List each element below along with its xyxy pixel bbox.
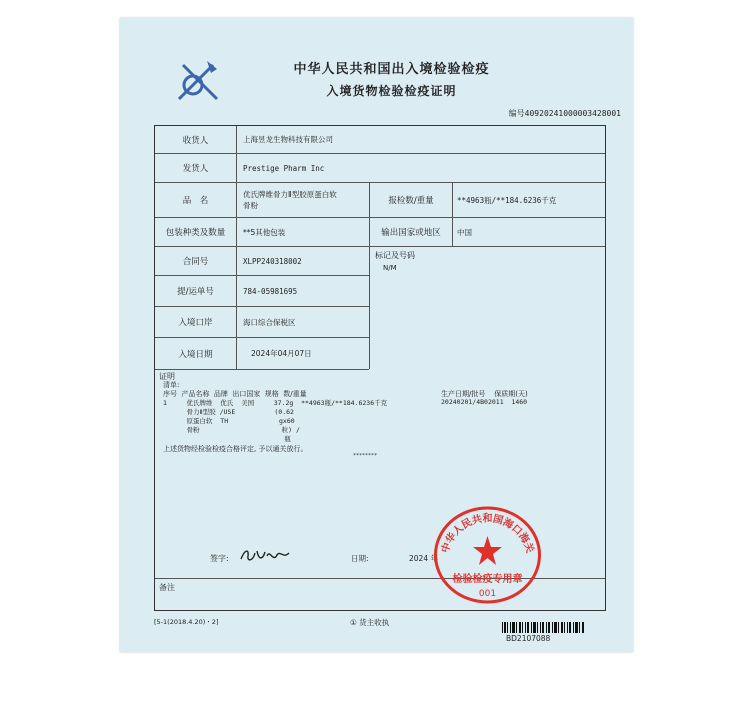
packing-label: 包装种类及数量 — [155, 218, 237, 246]
list-columns: 序号 产品名称 品牌 出口国家 规格 数/重量 — [163, 390, 307, 398]
product-label: 品 名 — [155, 183, 237, 217]
packing-value: **5其他包装 — [243, 227, 286, 237]
marks-value: N/M — [383, 264, 397, 272]
list-row-2: 骨力Ⅱ型胶 /USE (0.62 — [163, 408, 294, 416]
date-value: 2024年04月07日 — [251, 349, 312, 358]
contract-row — [155, 247, 369, 276]
date-row — [155, 338, 369, 370]
official-seal — [431, 504, 544, 606]
seal-center-text: 检验检疫专用章 — [452, 574, 523, 585]
certificate-form — [154, 125, 606, 611]
certificate-paper — [120, 18, 633, 652]
packing-row — [155, 218, 605, 247]
port-value: 海口综合保税区 — [243, 317, 296, 327]
stars-line: ******** — [353, 453, 378, 459]
date-label: 入境日期 — [155, 338, 237, 369]
product-row — [155, 183, 605, 218]
bl-value: 784-05981695 — [243, 286, 298, 296]
handwritten-signature — [239, 547, 291, 565]
document-title: 中华人民共和国出入境检验检疫 — [293, 62, 490, 77]
bl-row — [155, 276, 369, 307]
barcode-icon — [502, 622, 584, 633]
seal-ring-text: 中华人民共和国海口海关 — [440, 513, 535, 555]
product-name-line1: 优氏牌维骨力Ⅱ型胶原蛋白软 — [243, 190, 337, 199]
quantity-label: 报检数/重量 — [370, 183, 453, 217]
copy-label: ① 货主收执 — [350, 618, 390, 627]
port-row — [155, 307, 369, 338]
document-subtitle: 入境货物检验检疫证明 — [326, 84, 457, 98]
bl-label: 提/运单号 — [155, 276, 237, 306]
list-row-4: 骨粉 粒) / — [163, 426, 300, 434]
list-row-3: 原蛋白软 TH gx60 — [163, 417, 295, 425]
clearance-statement: 上述货物经检验检疫合格评定, 予以通关放行。 — [163, 445, 308, 453]
document-number — [509, 108, 621, 119]
list-row-5: 瓶 — [163, 435, 291, 443]
list-columns-right: 生产日期/批号 保质期(天) — [441, 390, 528, 398]
remarks-label: 备注 — [159, 583, 175, 592]
product-value — [243, 183, 373, 217]
consignee-label: 收货人 — [155, 126, 237, 153]
origin-value: 中国 — [457, 227, 472, 237]
marks-label: 标记及号码 — [375, 251, 415, 260]
consignee-row — [155, 126, 605, 154]
contract-label: 合同号 — [155, 247, 237, 275]
serial-number: BD2107088 — [506, 634, 551, 643]
certificate-heading: 证明 — [159, 372, 175, 381]
contract-value: XLPP240318002 — [243, 256, 302, 266]
document-number-value: 409202410000034280​01 — [524, 109, 621, 118]
sign-year: 2024 年 — [409, 554, 438, 563]
list-label: 清单: — [163, 381, 180, 389]
consignor-row — [155, 154, 605, 183]
origin-label: 输出国家或地区 — [370, 218, 453, 246]
consignor-label: 发货人 — [155, 154, 237, 182]
seal-number: 001 — [478, 589, 497, 599]
list-row-1: 1 优氏牌维 优氏 美国 37.2g **4963瓶/**184.6236千克 — [163, 399, 388, 407]
product-name-line2: 骨粉 — [243, 201, 258, 210]
document-number-label: 编号 — [508, 109, 525, 118]
consignor-value: Prestige Pharm Inc — [243, 163, 325, 173]
signature-label: 签字: — [210, 554, 229, 563]
quantity-value: **4963瓶/**184.6236千克 — [457, 195, 557, 205]
port-label: 入境口岸 — [155, 307, 237, 337]
sign-date-label: 日期: — [351, 554, 369, 563]
consignee-value: 上海昱龙生物科技有限公司 — [243, 135, 333, 144]
list-row-1-right: 20240201/4B02011 1460 — [441, 398, 528, 406]
form-number: [5-1(2018.4.20)・2] — [154, 618, 219, 626]
